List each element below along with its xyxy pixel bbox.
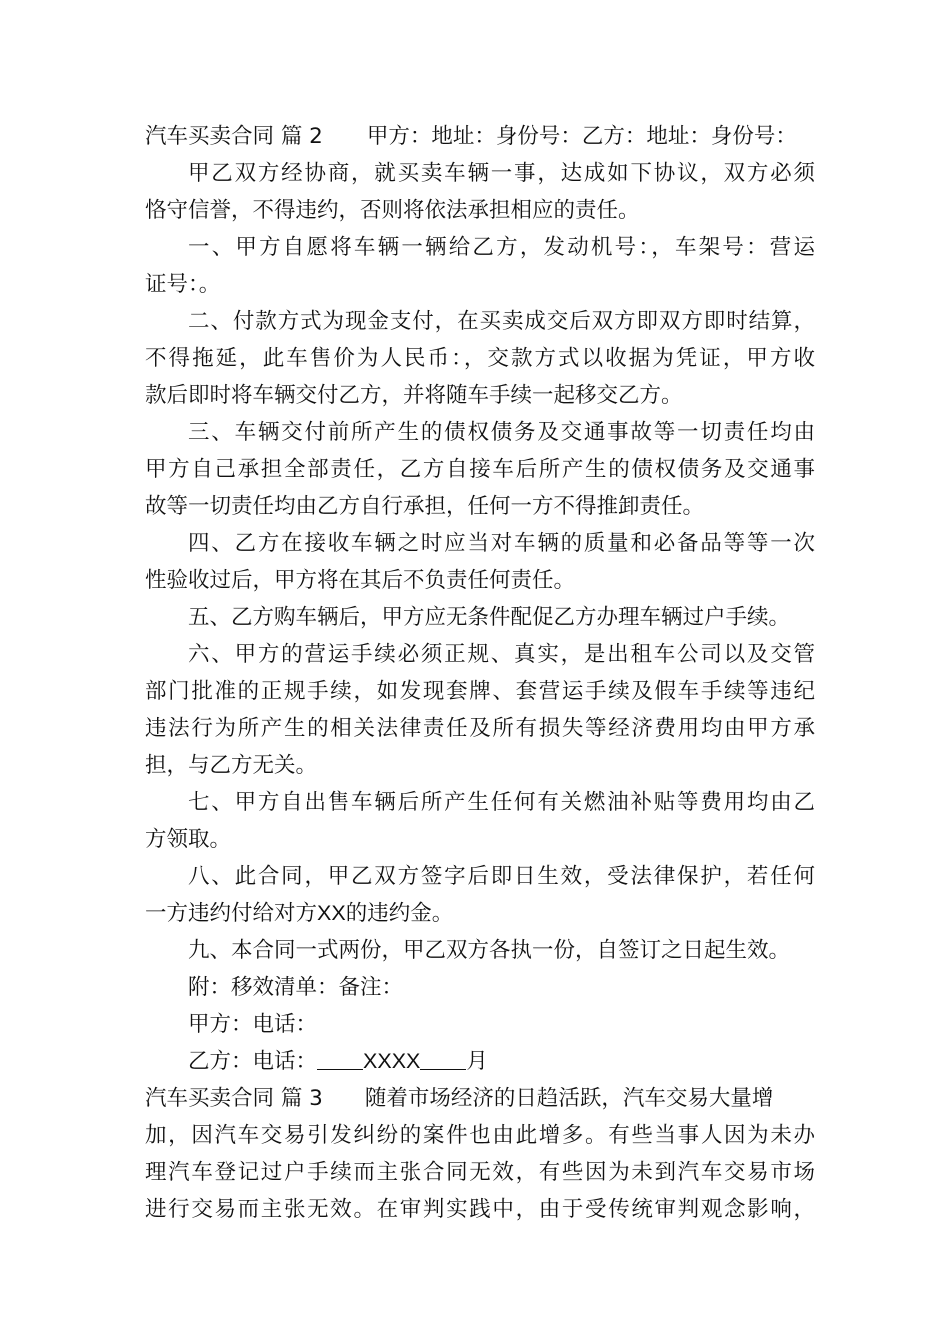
blank-underline-2 (420, 1048, 466, 1071)
clause6-line4: 担，与乙方无关。 (145, 753, 318, 778)
clause1-line2: 证号：。 (145, 272, 221, 297)
clause4-line1: 四、乙方在接收车辆之时应当对车辆的质量和必备品等等一次 (188, 531, 815, 556)
clause9: 九、本合同一式两份，甲乙双方各执一份，自签订之日起生效。 (188, 938, 791, 963)
document-body (145, 118, 815, 1228)
section2-heading: 汽车买卖合同 篇 2 (145, 124, 323, 149)
clause8-line2 (145, 895, 815, 932)
party-a-sign-line: 甲方：电话： (188, 1012, 318, 1037)
clause2-line2: 不得拖延，此车售价为人民币：，交款方式以收据为凭证，甲方收 (145, 346, 815, 371)
blank-underline-1 (317, 1048, 363, 1071)
year-placeholder: XXXX (363, 1049, 421, 1073)
clause8-amount-placeholder: XX (317, 901, 346, 925)
section3-line2: 加，因汽车交易引发纠纷的案件也由此增多。有些当事人因为未办 (145, 1123, 815, 1148)
para-intro-1: 甲乙双方经协商，就买卖车辆一事，达成如下协议，双方必须 (188, 161, 815, 186)
clause3-line3: 故等一切责任均由乙方自行承担，任何一方不得推卸责任。 (145, 494, 705, 519)
clause8-line1: 八、此合同，甲乙双方签字后即日生效，受法律保护，若任何 (188, 864, 815, 889)
clause3-line2: 甲方自己承担全部责任，乙方自接车后所产生的债权债务及交通事 (145, 457, 815, 482)
clause8-line2-b: 的违约金。 (345, 901, 454, 926)
section3-line3: 理汽车登记过户手续而主张合同无效，有些因为未到汽车交易市场 (145, 1160, 815, 1185)
section3-first-line (145, 1080, 815, 1117)
clause1-line1: 一、甲方自愿将车辆一辆给乙方，发动机号：，车架号：营运 (188, 235, 815, 260)
clause3-line1: 三、车辆交付前所产生的债权债务及交通事故等一切责任均由 (188, 420, 815, 445)
clause7-line2: 方领取。 (145, 827, 232, 852)
section2-parties: 甲方：地址：身份号：乙方：地址：身份号： (366, 124, 797, 149)
month-label: 月 (466, 1049, 488, 1074)
clause5-line1: 五、乙方购车辆后，甲方应无条件配促乙方办理车辆过户手续。 (188, 605, 791, 630)
section3-first-line-rest: 随着市场经济的日趋活跃，汽车交易大量增 (364, 1086, 774, 1111)
party-b-sign-line (145, 1043, 815, 1080)
attachment-line: 附：移效清单：备注： (188, 975, 404, 1000)
clause7-line1: 七、甲方自出售车辆后所产生任何有关燃油补贴等费用均由乙 (188, 790, 815, 815)
clause2-line1: 二、付款方式为现金支付，在买卖成交后双方即双方即时结算， (188, 309, 815, 334)
section3-line4: 进行交易而主张无效。在审判实践中，由于受传统审判观念影响， (145, 1197, 815, 1222)
clause6-line3: 违法行为所产生的相关法律责任及所有损失等经济费用均由甲方承 (145, 716, 815, 741)
clause2-line3: 款后即时将车辆交付乙方，并将随车手续一起移交乙方。 (145, 383, 683, 408)
section3-heading: 汽车买卖合同 篇 3 (145, 1086, 323, 1111)
clause6-line1: 六、甲方的营运手续必须正规、真实，是出租车公司以及交管 (188, 642, 815, 667)
clause4-line2: 性验收过后，甲方将在其后不负责任何责任。 (145, 568, 576, 593)
clause8-line2-a: 一方违约付给对方 (145, 901, 318, 926)
clause6-line2: 部门批准的正规手续，如发现套牌、套营运手续及假车手续等违纪 (145, 679, 815, 704)
party-b-sign-label: 乙方：电话： (188, 1049, 318, 1074)
section2-heading-line (145, 118, 815, 155)
para-intro-2: 恪守信誉，不得违约，否则将依法承担相应的责任。 (145, 198, 640, 223)
